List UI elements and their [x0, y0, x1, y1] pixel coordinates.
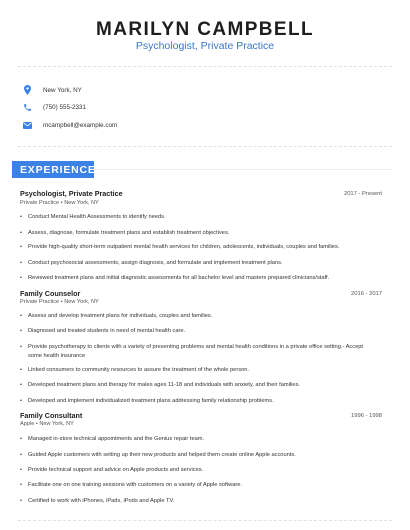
- phone-icon: [22, 102, 32, 112]
- contact-divider: [18, 146, 392, 147]
- job-dates: 2017 - Present: [343, 191, 382, 197]
- contact-phone: [22, 101, 86, 113]
- job-employer: Apple: [20, 421, 35, 427]
- job-dates: 1996 - 1998: [351, 413, 382, 419]
- job-title: Family Consultant: [20, 411, 83, 420]
- contact-email: [22, 119, 117, 131]
- job-location: New York, NY: [39, 421, 74, 427]
- job-bullet: • Conduct Mental Health Assessments to identify needs.: [20, 214, 166, 220]
- location-text: New York, NY: [43, 86, 82, 94]
- job-bullet: • Certified to work with iPhones, iPads, iPods and Apple TV.: [20, 498, 175, 504]
- job-location: New York, NY: [64, 299, 99, 305]
- job-bullet: • Developed and implement individualized treatment plans addressing family relationship problems.: [20, 398, 274, 404]
- candidate-title: Psychologist, Private Practice: [135, 40, 275, 52]
- job-bullet: • Provide high-quality short-term outpatient mental health services for children, adolescents, individuals, couples and families.: [20, 244, 340, 250]
- job-bullet: • Assess and develop treatment plans for individuals, couples and families.: [20, 313, 213, 319]
- job-employer: Private Practice: [20, 200, 60, 206]
- candidate-name: MARILYN CAMPBELL: [95, 19, 315, 40]
- section-rule: [94, 169, 392, 170]
- job-location: New York, NY: [64, 200, 99, 206]
- job-employer-line: Apple • New York, NY: [20, 421, 74, 427]
- job-title: Psychologist, Private Practice: [20, 189, 123, 198]
- job-bullet: • Provide psychotherapy to clients with a variety of presenting problems and mental health conditions in a private office setting.- Accept some health insurance: [20, 344, 364, 359]
- job-bullet: • Facilitate one on one training sessions with customers on a variety of Apple software.: [20, 482, 243, 488]
- job-bullet: • Reviewed treatment plans and initial diagnostic assessments for all bachelor level and masters prepared clinicians/staff.: [20, 275, 330, 281]
- section-heading-experience: EXPERIENCE: [12, 161, 94, 178]
- job-bullet: • Developed treatment plans and therapy for males ages 11-18 and individuals with anxiety, and their families.: [20, 382, 300, 388]
- job-employer: Private Practice: [20, 299, 60, 305]
- job-bullet: • Conduct psychosocial assessments, assign diagnosis, and formulate and implement treatment plans.: [20, 260, 283, 266]
- email-icon: [22, 120, 32, 130]
- job-bullet: • Linked consumers to community resources to assure the treatment of the whole person.: [20, 367, 249, 373]
- job-bullet: • Managed in-store technical appointments and the Genius repair team.: [20, 436, 205, 442]
- contact-location: [22, 84, 82, 96]
- location-pin-icon: [22, 85, 32, 95]
- email-text: mcampbell@example.com: [43, 121, 118, 129]
- phone-text: (750) 555-2331: [43, 103, 87, 111]
- job-bullet: • Provide technical support and advice on Apple products and services.: [20, 467, 204, 473]
- job-title: Family Counselor: [20, 289, 81, 298]
- job-dates: 2016 - 2017: [351, 291, 382, 297]
- footer-divider: [18, 520, 392, 521]
- job-bullet: • Assess, diagnose, formulate treatment plans and establish treatment objectives.: [20, 230, 230, 236]
- job-employer-line: Private Practice • New York, NY: [20, 299, 99, 305]
- job-bullet: • Guided Apple customers with setting up their new products and helped them create online Apple accounts.: [20, 452, 296, 458]
- header-divider: [18, 66, 392, 67]
- job-employer-line: Private Practice • New York, NY: [20, 200, 99, 206]
- job-bullet: • Diagnosed and treated students in need of mental health care.: [20, 328, 186, 334]
